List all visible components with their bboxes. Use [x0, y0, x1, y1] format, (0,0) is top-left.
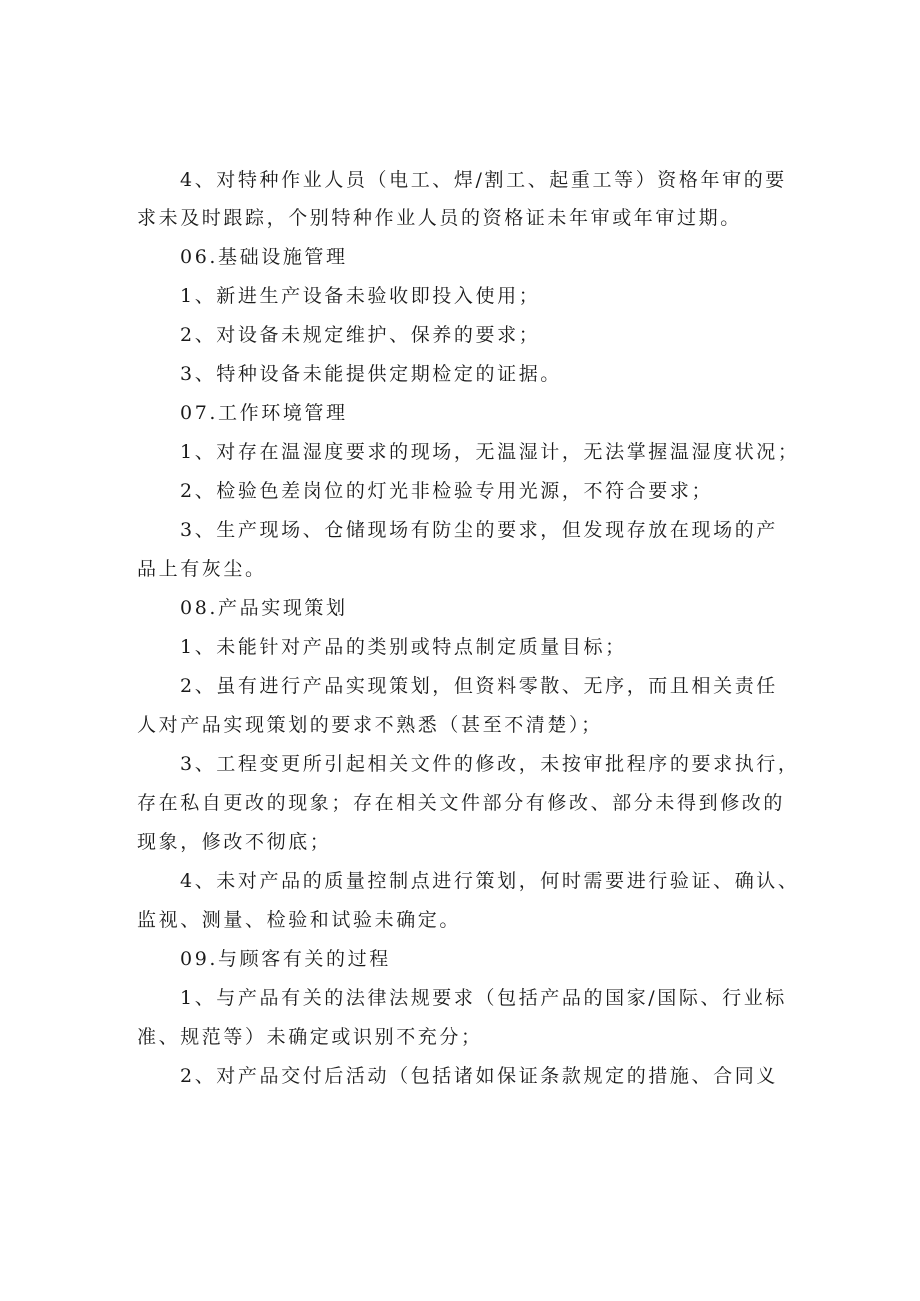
text-line-9: 2、检验色差岗位的灯光非检验专用光源，不符合要求；	[180, 480, 714, 502]
text-line-16: 3、工程变更所引起相关文件的修改，未按审批程序的要求执行，	[180, 753, 800, 775]
text-line-22: 1、与产品有关的法律法规要求（包括产品的国家/国际、行业标	[180, 987, 787, 1009]
text-line-1: 4、对特种作业人员（电工、焊/割工、起重工等）资格年审的要	[180, 169, 787, 191]
text-line-8: 1、对存在温湿度要求的现场，无温湿计，无法掌握温湿度状况；	[180, 441, 800, 463]
section-heading-06: 06.基础设施管理	[180, 246, 348, 268]
text-line-24: 2、对产品交付后活动（包括诸如保证条款规定的措施、合同义	[180, 1065, 778, 1087]
text-line-4: 1、新进生产设备未验收即投入使用；	[180, 285, 541, 307]
text-line-14: 2、虽有进行产品实现策划，但资料零散、无序，而且相关责任	[180, 675, 778, 697]
text-line-18: 现象，修改不彻底；	[137, 831, 332, 853]
text-line-23: 准、规范等）未确定或识别不充分；	[137, 1026, 483, 1048]
text-line-13: 1、未能针对产品的类别或特点制定质量目标；	[180, 636, 627, 658]
text-line-15: 人对产品实现策划的要求不熟悉（甚至不清楚）；	[137, 714, 603, 736]
text-line-6: 3、特种设备未能提供定期检定的证据。	[180, 363, 562, 385]
section-heading-08: 08.产品实现策划	[180, 597, 348, 619]
text-line-20: 监视、测量、检验和试验未确定。	[137, 909, 462, 931]
text-line-19: 4、未对产品的质量控制点进行策划，何时需要进行验证、确认、	[180, 870, 800, 892]
text-line-17: 存在私自更改的现象；存在相关文件部分有修改、部分未得到修改的	[137, 792, 786, 814]
section-heading-09: 09.与顾客有关的过程	[180, 948, 391, 970]
text-line-5: 2、对设备未规定维护、保养的要求；	[180, 324, 541, 346]
text-line-10: 3、生产现场、仓储现场有防尘的要求，但发现存放在现场的产	[180, 519, 778, 541]
text-line-11: 品上有灰尘。	[137, 558, 267, 580]
section-heading-07: 07.工作环境管理	[180, 402, 348, 424]
text-line-2: 求未及时跟踪，个别特种作业人员的资格证未年审或年审过期。	[137, 207, 742, 229]
